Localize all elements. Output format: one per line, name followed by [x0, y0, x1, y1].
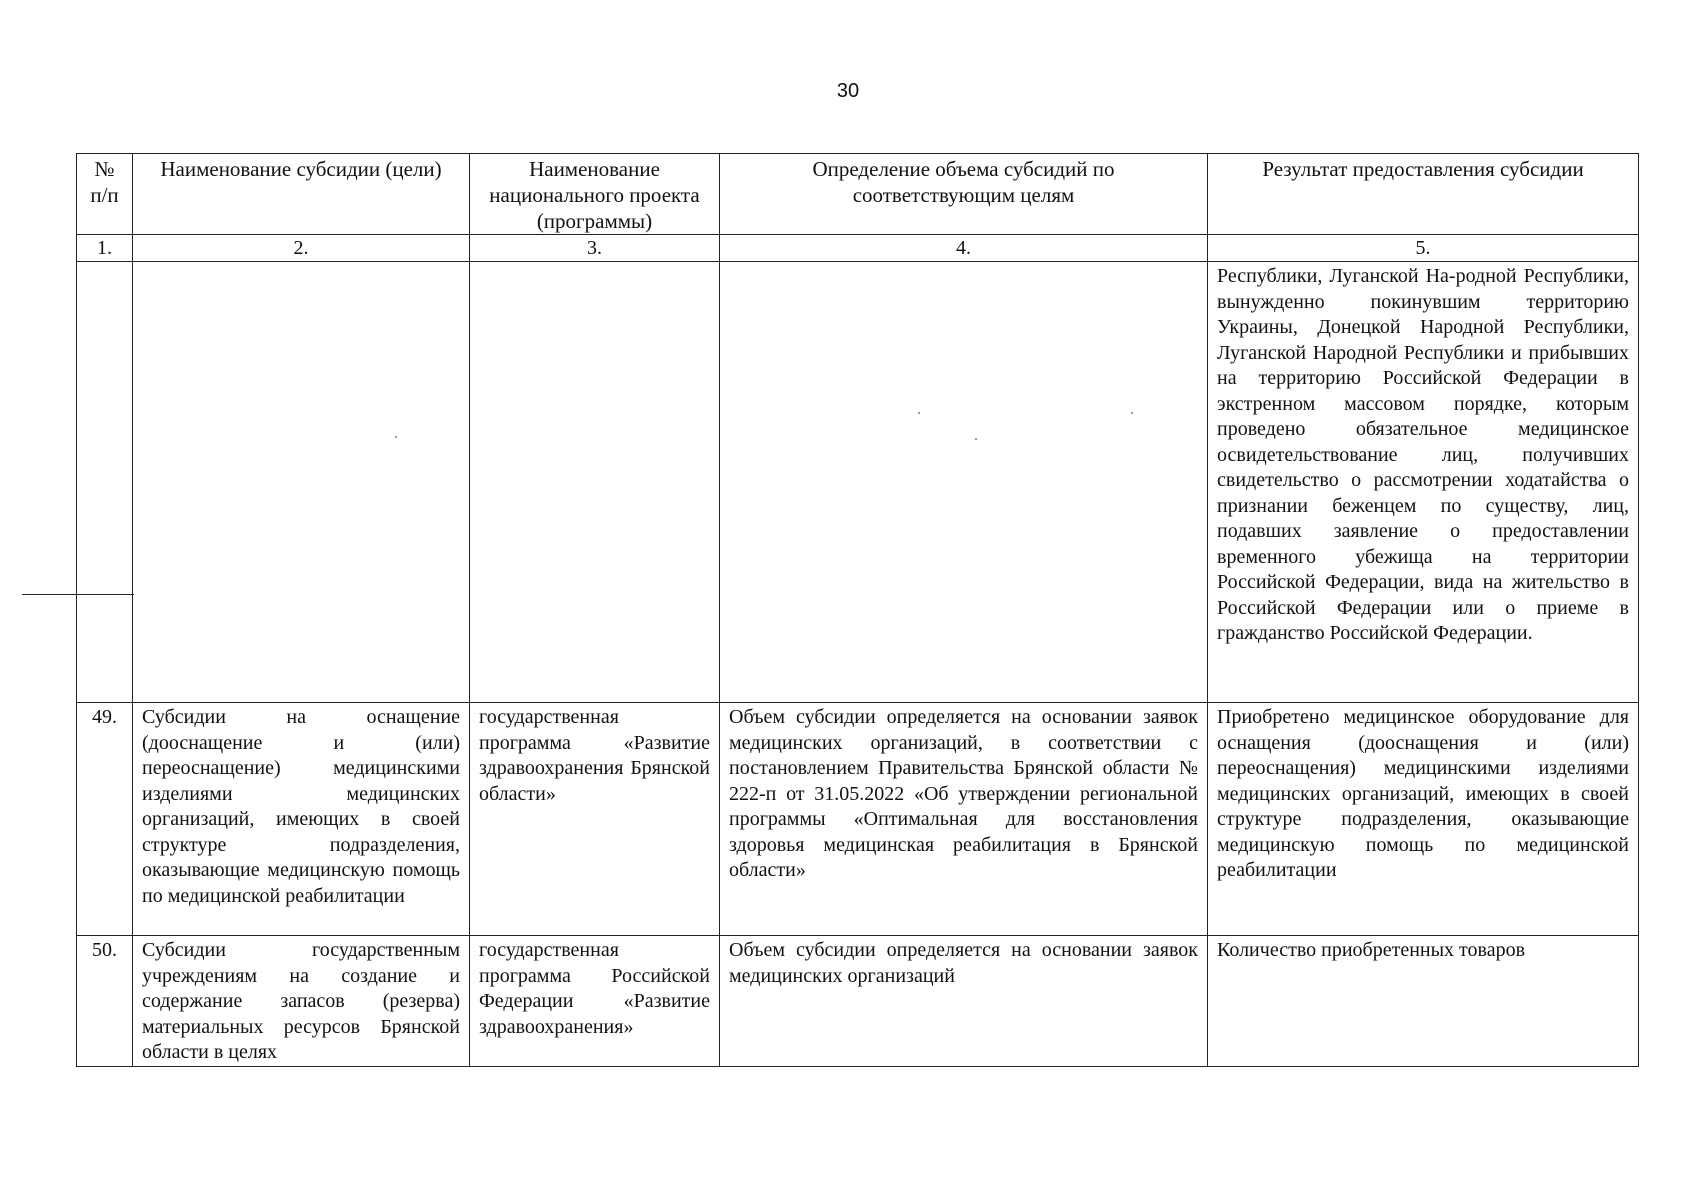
scan-speck	[1131, 412, 1133, 414]
subsidy-cell: Субсидии государственным учреждениям на создание и содержание запасов (резерва) материальных ресурсов Брянской области в целях	[133, 936, 470, 1067]
scan-speck	[395, 436, 397, 438]
empty-cell	[470, 262, 720, 703]
project-cell: государственная программа Российской Федерации «Развитие здравоохранения»	[470, 936, 720, 1067]
header-project: Наименование национального проекта (программы)	[470, 154, 720, 235]
table-header-row	[77, 154, 1639, 235]
table-row-continuation	[77, 262, 1639, 703]
project-cell: государственная программа «Развитие здравоохранения Брянской области»	[470, 703, 720, 936]
row-number: 49.	[77, 703, 133, 936]
header-subsidy: Наименование субсидии (цели)	[133, 154, 470, 235]
column-number: 4.	[720, 235, 1208, 262]
result-cell: Приобретено медицинское оборудование для оснащения (дооснащения и (или) переоснащения) медицинскими изделиями медицинских организаций, имеющих в своей структуре подразделения, оказывающие медицинскую помощь по медицинской реабилитации	[1208, 703, 1639, 936]
column-number: 1.	[77, 235, 133, 262]
column-number: 3.	[470, 235, 720, 262]
column-number: 5.	[1208, 235, 1639, 262]
volume-cell: Объем субсидии определяется на основании заявок медицинских организаций	[720, 936, 1208, 1067]
empty-cell	[77, 262, 133, 703]
page-number: 30	[836, 80, 860, 102]
table-row	[77, 703, 1639, 936]
empty-cell	[133, 262, 470, 703]
row-number: 50.	[77, 936, 133, 1067]
subsidy-table	[76, 153, 1639, 1067]
empty-cell	[720, 262, 1208, 703]
result-cell: Количество приобретенных товаров	[1208, 936, 1639, 1067]
column-number: 2.	[133, 235, 470, 262]
subsidy-cell: Субсидии на оснащение (дооснащение и (или) переоснащение) медицинскими изделиями медицинских организаций, имеющих в своей структуре подразделения, оказывающие медицинскую помощь по медицинской реабилитации	[133, 703, 470, 936]
scan-speck	[975, 438, 977, 440]
result-cell: Республики, Луганской На-родной Республики, вынужденно покинувшим территорию Украины, Донецкой Народной Республики, Луганской Народной Республики и прибывших на территорию Российской Федерации в экстренном массовом порядке, которым проведено обязательное медицинское освидетельствование лиц, получивших свидетельство о рассмотрении ходатайства о признании беженцем по существу, лиц, подавших заявление о предоставлении временного убежища на территории Российской Федерации, вида на жительство в Российской Федерации или о приеме в гражданство Российской Федерации.	[1208, 262, 1639, 703]
header-result: Результат предоставления субсидии	[1208, 154, 1639, 235]
table-row	[77, 936, 1639, 1067]
scan-speck	[918, 412, 920, 414]
volume-cell: Объем субсидии определяется на основании заявок медицинских организаций, в соответствии с постановлением Правительства Брянской области № 222-п от 31.05.2022 «Об утверждении региональной программы «Оптимальная для восстановления здоровья медицинская реабилитация в Брянской области»	[720, 703, 1208, 936]
header-volume: Определение объема субсидий по соответствующим целям	[720, 154, 1208, 235]
header-number: № п/п	[77, 154, 133, 235]
column-numbers-row	[77, 235, 1639, 262]
